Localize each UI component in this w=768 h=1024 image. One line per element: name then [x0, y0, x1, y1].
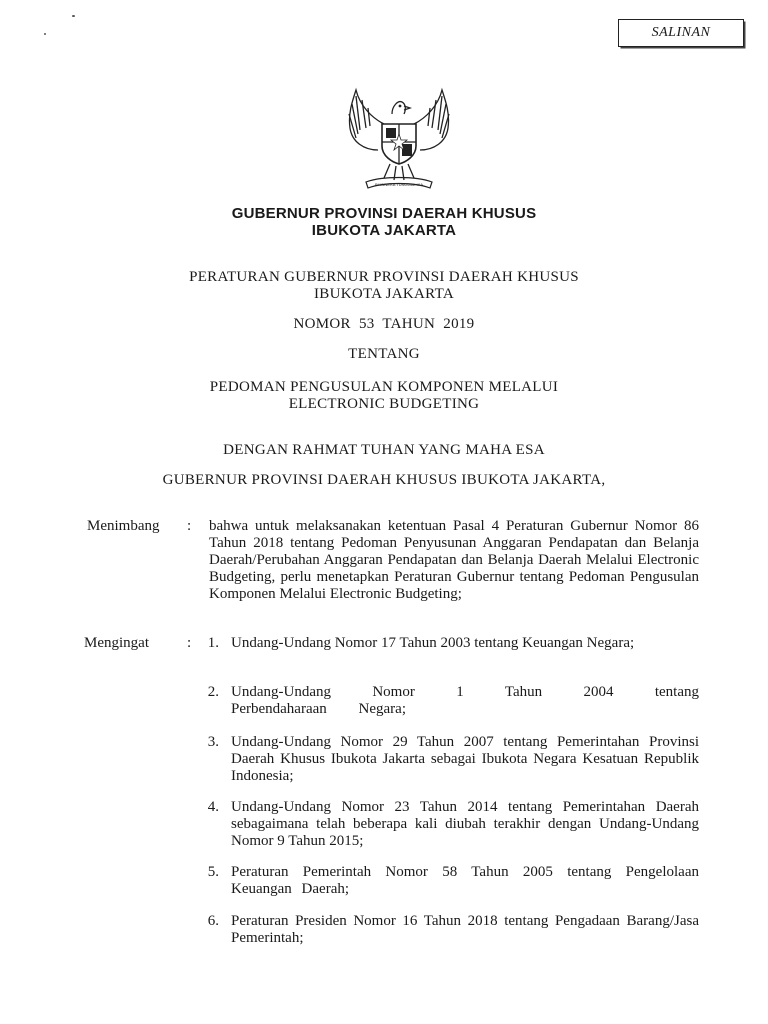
garuda-emblem — [334, 84, 464, 194]
menimbang-label: Menimbang — [87, 518, 160, 534]
menimbang-colon: : — [187, 518, 192, 534]
header-line-1: GUBERNUR PROVINSI DAERAH KHUSUS — [231, 205, 537, 222]
mengingat-item-text: Undang-Undang Nomor 1 Tahun 2004 tentang Perbendaharaan Negara; — [231, 684, 699, 717]
header-line-2: IBUKOTA JAKARTA — [311, 222, 457, 239]
mengingat-item-text: Undang-Undang Nomor 17 Tahun 2003 tentang Keuangan Negara; — [231, 635, 635, 651]
emblem-motto: BHINNEKA TUNGGAL IKA — [374, 182, 424, 187]
title-nomor: NOMOR 53 TAHUN 2019 — [293, 316, 475, 332]
mengingat-colon: : — [187, 635, 192, 651]
mengingat-item-text: Undang-Undang Nomor 29 Tahun 2007 tentang Pemerintahan Provinsi Daerah Khusus Ibukota Jakarta sebagai Ibukota Negara Kesatuan Republik Indonesia; — [231, 734, 699, 784]
mengingat-item-text: Peraturan Presiden Nomor 16 Tahun 2018 tentang Pengadaan Barang/Jasa Pemerintah; — [231, 913, 699, 946]
title-line-2: IBUKOTA JAKARTA — [314, 286, 454, 302]
mengingat-item-number: 2. — [207, 684, 219, 700]
title-subject-1: PEDOMAN PENGUSULAN KOMPONEN MELALUI — [209, 379, 559, 395]
menimbang-text: bahwa untuk melaksanakan ketentuan Pasal 4 Peraturan Gubernur Nomor 86 Tahun 2018 tentang Pedoman Penyusunan Anggaran Pendapatan dan Belanja Daerah/Perubahan Anggaran Pendapatan dan Belanja Daerah Melalui Electronic Budgeting, perlu menetapkan Peraturan Gubernur tentang Pedoman Pengusulan Komponen Melalui Electronic Budgeting; — [209, 518, 699, 602]
mengingat-item-text: Undang-Undang Nomor 23 Tahun 2014 tentang Pemerintahan Daerah sebagaimana telah beberapa kali diubah terakhir dengan Undang-Undang Nomor 9 Tahun 2015; — [231, 799, 699, 849]
title-tentang: TENTANG — [348, 346, 420, 362]
mengingat-item-number: 5. — [207, 864, 219, 880]
scan-speck — [72, 15, 75, 17]
preamble-rahmat: DENGAN RAHMAT TUHAN YANG MAHA ESA — [223, 442, 545, 458]
mengingat-item-number: 3. — [207, 734, 219, 750]
preamble-gubernur: GUBERNUR PROVINSI DAERAH KHUSUS IBUKOTA JAKARTA, — [162, 472, 606, 488]
title-subject-2: ELECTRONIC BUDGETING — [288, 396, 480, 412]
scan-speck — [44, 33, 46, 35]
mengingat-item-text: Peraturan Pemerintah Nomor 58 Tahun 2005 tentang Pengelolaan Keuangan Daerah; — [231, 864, 699, 897]
mengingat-item-number: 1. — [207, 635, 219, 651]
garuda-pancasila-icon — [334, 84, 464, 194]
mengingat-item-number: 6. — [207, 913, 219, 929]
title-line-1: PERATURAN GUBERNUR PROVINSI DAERAH KHUSUS — [189, 269, 579, 285]
mengingat-item-number: 4. — [207, 799, 219, 815]
mengingat-label: Mengingat — [84, 635, 149, 651]
salinan-stamp: SALINAN — [618, 19, 744, 47]
